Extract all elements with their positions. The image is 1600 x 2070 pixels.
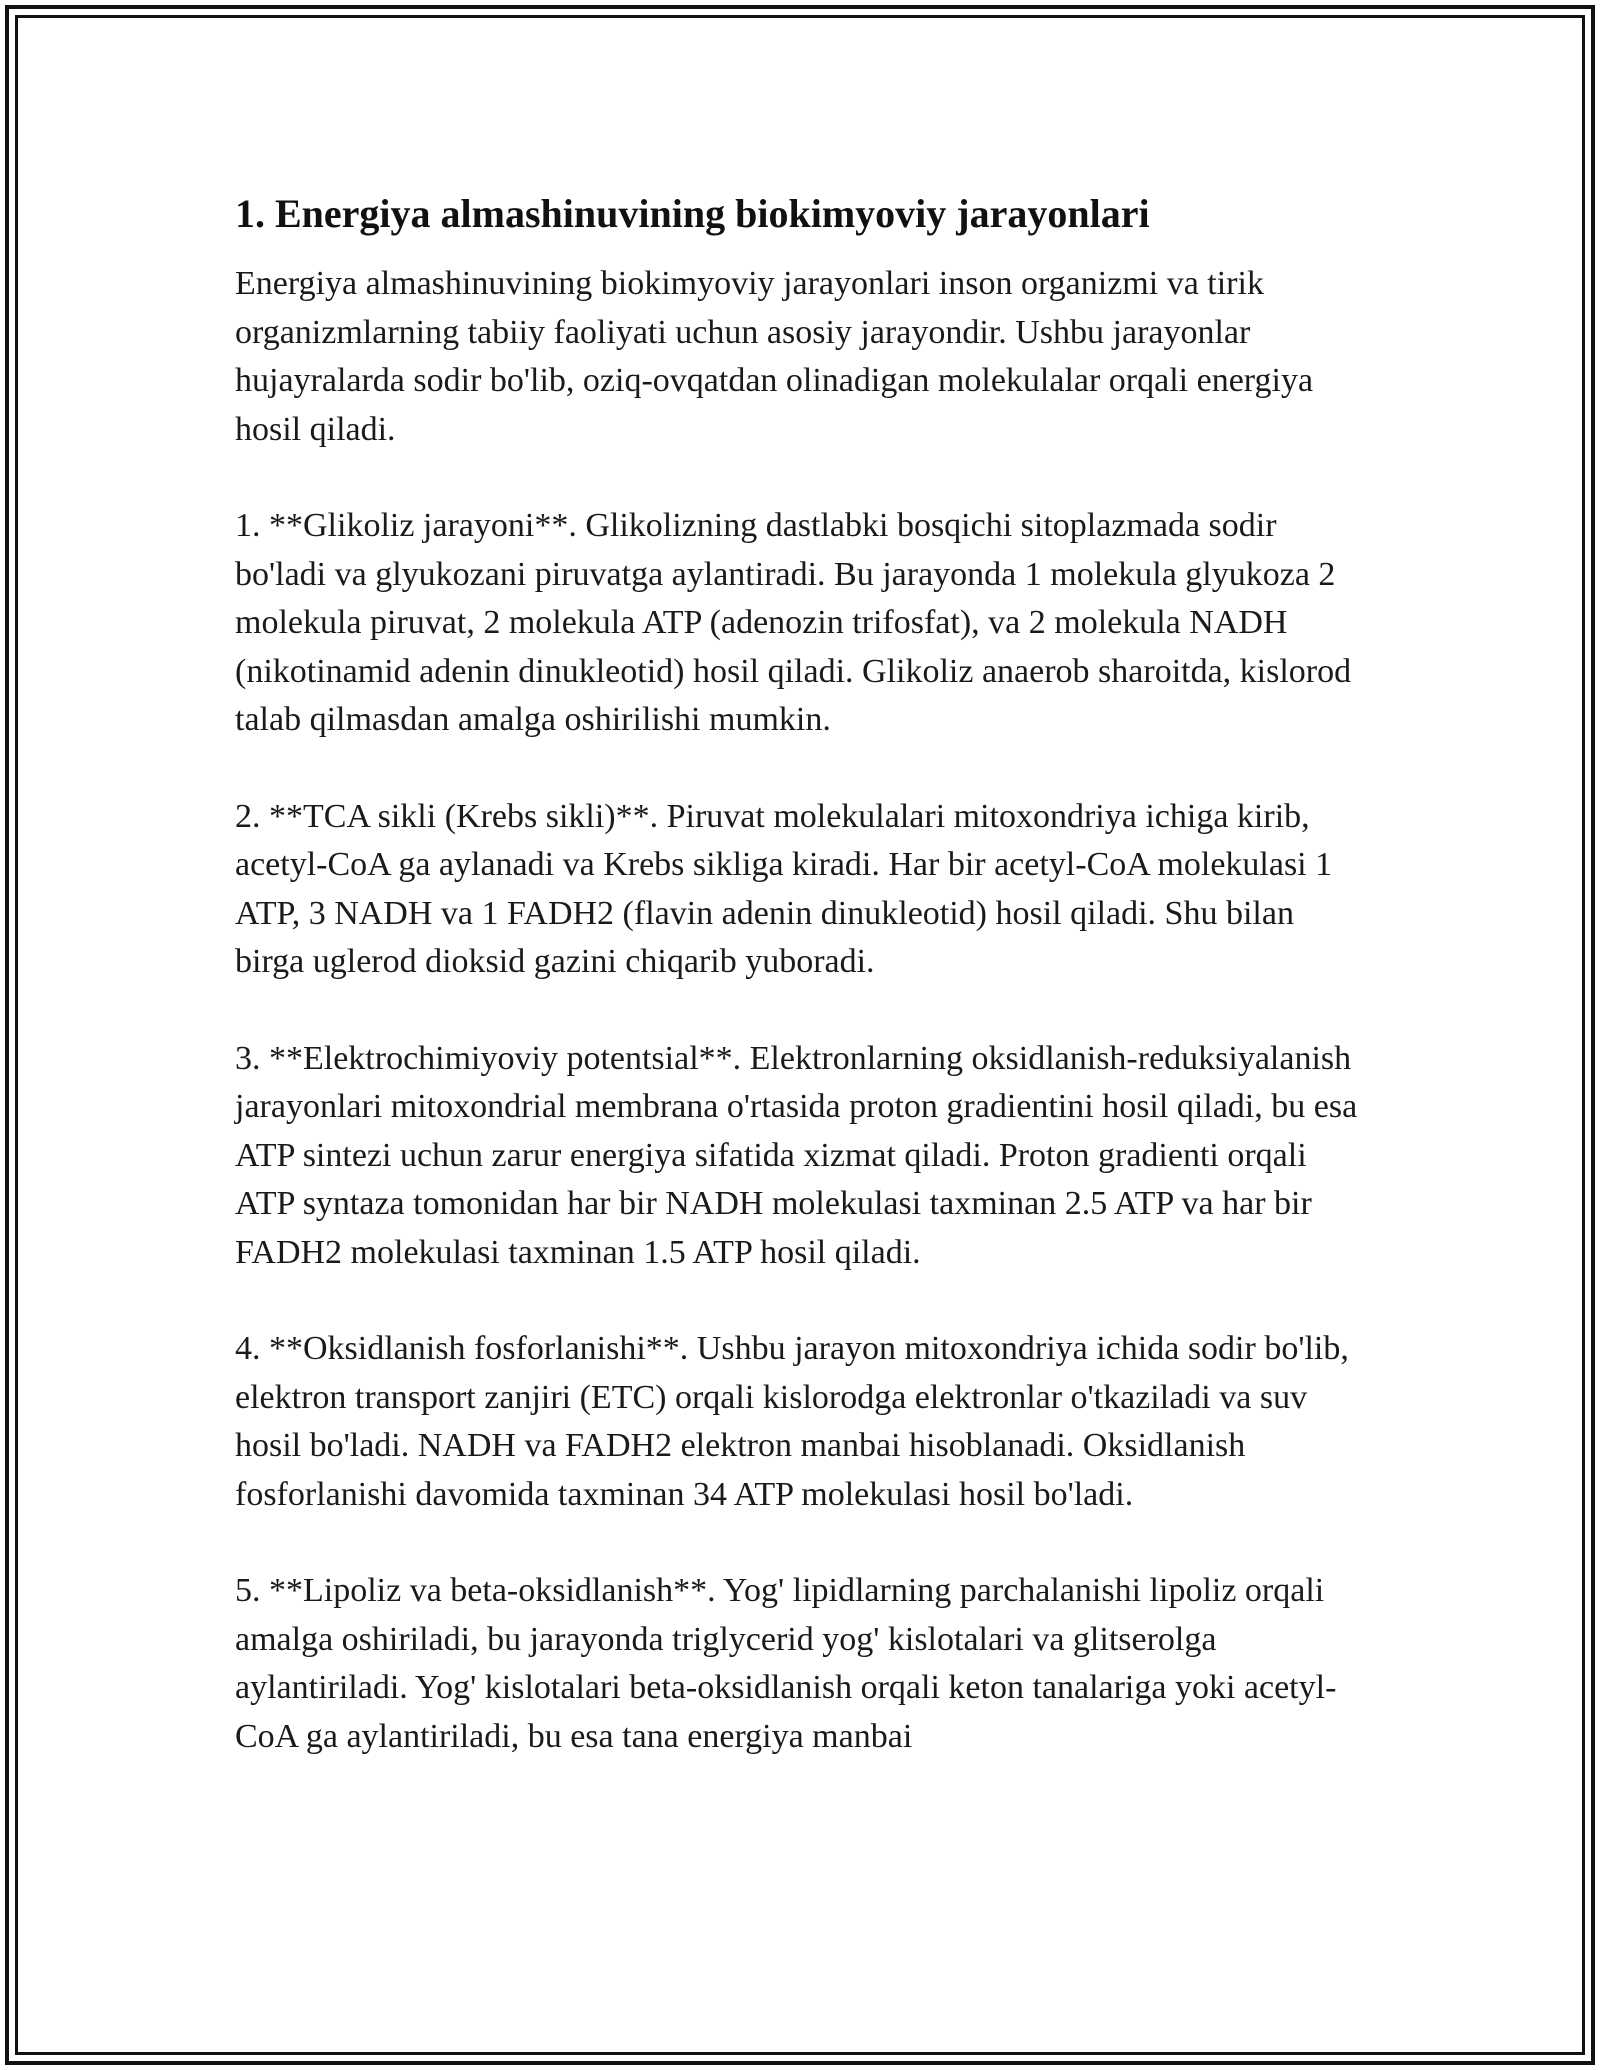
paragraph-glycolysis: 1. **Glikoliz jarayoni**. Glikolizning dastlabki bosqichi sitoplazmada sodir bo'ladi va glyukozani piruvatga aylantiradi. Bu jarayonda 1 molekula glyukoza 2 molekula piruvat, 2 molekula ATP (adenozin trifosfat), va 2 molekula NADH (nikotinamid adenin dinukleotid) hosil qiladi. Glikoliz anaerob sharoitda, kislorod talab qilmasdan amalga oshirilishi mumkin. — [235, 507, 1352, 738]
intro-paragraph: Energiya almashinuvining biokimyoviy jarayonlari inson organizmi va tirik organizmlarning tabiiy faoliyati uchun asosiy jarayondir. Ushbu jarayonlar hujayralarda sodir bo'lib, oziq-ovqatdan olinadigan molekulalar orqali energiya hosil qiladi. — [235, 265, 1314, 448]
paragraph-krebs-cycle: 2. **TCA sikli (Krebs sikli)**. Piruvat molekulalari mitoxondriya ichiga kirib, acetyl-CoA ga aylanadi va Krebs sikliga kiradi. Har bir acetyl-CoA molekulasi 1 ATP, 3 NADH va 1 FADH2 (flavin adenin dinukleotid) hosil qiladi. Shu bilan birga uglerod dioksid gazini chiqarib yuboradi. — [235, 797, 1333, 980]
paragraph-oxidative-phosphorylation: 4. **Oksidlanish fosforlanishi**. Ushbu jarayon mitoxondriya ichida sodir bo'lib, elektron transport zanjiri (ETC) orqali kislorodga elektronlar o'tkaziladi va suv hosil bo'ladi. NADH va FADH2 elektron manbai hisoblanadi. Oksidlanish fosforlanishi davomida taxminan 34 ATP molekulasi hosil bo'ladi. — [235, 1330, 1349, 1513]
document-title: 1. Energiya almashinuvining biokimyoviy jarayonlari — [235, 191, 1150, 236]
paragraph-electrochemical-potential: 3. **Elektrochimiyoviy potentsial**. Elektronlarning oksidlanish-reduksiyalanish jarayonlari mitoxondrial membrana o'rtasida proton gradientini hosil qiladi, bu esa ATP sintezi uchun zarur energiya sifatida xizmat qiladi. Proton gradienti orqali ATP syntaza tomonidan har bir NADH molekulasi taxminan 2.5 ATP va har bir FADH2 molekulasi taxminan 1.5 ATP hosil qiladi. — [235, 1039, 1358, 1271]
paragraph-lipolysis: 5. **Lipoliz va beta-oksidlanish**. Yog' lipidlarning parchalanishi lipoliz orqali amalga oshiriladi, bu jarayonda triglycerid yog' kislotalari va glitserolga aylantiriladi. Yog' kislotalari beta-oksidlanish orqali keton tanalariga yoki acetyl-CoA ga aylantiriladi, bu esa tana energiya manbai — [235, 1572, 1337, 1755]
document-body — [235, 188, 1370, 1809]
